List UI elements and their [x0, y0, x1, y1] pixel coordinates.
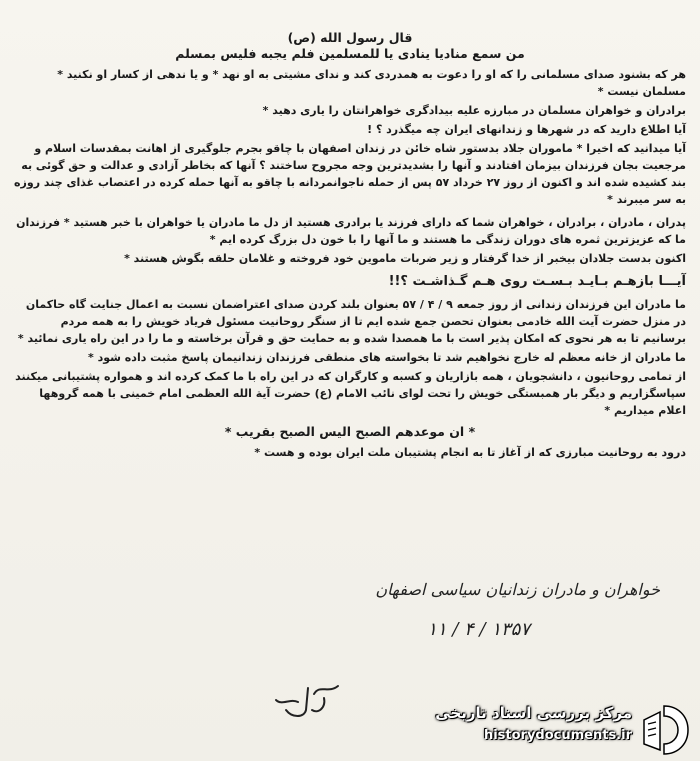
- quran-verse: * ان موعدهم الصبح الیس الصبح بقریب *: [224, 424, 476, 439]
- hadith-line-1: قال رسول الله (ص): [287, 30, 413, 45]
- hadith-line-2: من سمع منادیا ینادی یا للمسلمین فلم یجبه فلیس بمسلم: [175, 46, 525, 61]
- paragraph-5: پدران ، مادران ، برادران ، خواهران شما که دارای فرزند یا برادری هستید از دل ما مادران یا خواهران با خبر هستید * فرزندان ما که عزیزترین ثمره های دوران زندگی ما هستند و ما آنها را با خون دل بزرگ کرده ایم *: [16, 216, 686, 246]
- paragraph-2: برادران و خواهران مسلمان در مبارزه علیه بیدادگری خواهرانتان را یاری دهید *: [262, 104, 686, 117]
- paragraph-8: ما مادران این فرزندان زندانی از روز جمعه ۹ / ۴ / ۵۷ بعنوان بلند کردن صدای اعتراضمان نسبت به اعمال جنایت گاه حاکمان در منزل حضرت آیت الله خادمی بعنوان تحصن جمع شده ایم تا از سنگر روحانیت مسئول فریاد خویش را به همه مردم برسانیم تا به هر نحوی که امکان پذیر است با ما همصدا شده و به حمایت حق و قرآن برخاسته و ما را در این راه یاری نمائید *: [17, 298, 686, 345]
- paragraph-1: هر که بشنود صدای مسلمانی را که او را دعوت به همدردی کند و ندای مشیتی به او نهد * و یا ندهی از کسار او نکنید * مسلمان نیست *: [57, 68, 686, 98]
- watermark: [424, 700, 694, 756]
- watermark-url: historydocuments.ir: [483, 728, 632, 743]
- paragraph-10: از تمامی روحانیون ، دانشجویان ، همه بازاریان و کسبه و کارگران که در این راه با ما کمک کرده اند و همواره پشتیبانی میکنند سپاسگزاریم و دیگر بار همبستگی خویش را تحت لوای نائب الامام (ع) حضرت آیة الله العظمی امام خمینی با همه گروهها اعلام میداریم *: [15, 370, 686, 417]
- paragraph-6: اکنون بدست جلادان بیخبر از خدا گرفتار و زیر ضربات ماموین خود فروخته و غلامان حلقه بگوش هستند *: [124, 252, 686, 265]
- signature-text: خواهران و مادران زندانیان سیاسی اصفهان: [375, 580, 660, 599]
- paragraph-9: ما مادران از خانه معظم له خارج نخواهیم شد تا بخواسته های منطقی فرزندان زندانیمان پاسخ مثبت داده شود *: [88, 351, 686, 364]
- watermark-title: مرکز بررسی اسناد تاریخی: [435, 704, 632, 722]
- handwritten-date: ۱۳۵۷ / ۴ / ۱۱: [427, 619, 530, 640]
- document-body: [14, 30, 686, 463]
- hadith-header: [14, 30, 686, 62]
- paragraph-4: آیا میدانید که اخیرا * ماموران جلاد بدستور شاه خائن در زندان اصفهان با چاقو بجرم جلوگیری از اهانت بمقدسات اسلام و مرجعیت بجان فرزندان بیزمان افتادند و آنها را بشدیدترین وجه مجروح ساختند ؟ آنها که بخاطر آزادی و عدالت و حق گوئی به بند کشیده شده اند و اکنون از روز ۲۷ خرداد ۵۷ پس از حمله ناجوانمردانه با چاقو به آنها حمله کرده در اعتصاب غذای چند روزه به سر میبرند *: [14, 142, 686, 206]
- archive-logo-icon: [638, 704, 690, 756]
- paragraph-3: آیا اطلاع دارید که در شهرها و زندانهای ایران چه میگذرد ؟ !: [367, 123, 686, 136]
- handwritten-signature-block: [300, 580, 660, 640]
- paragraph-12: درود به روحانیت مبارزی که از آغاز تا به انجام پشتیبان ملت ایران بوده و هست *: [254, 446, 686, 459]
- handwritten-scribble: [268, 680, 348, 724]
- paragraph-7: آیـــا بازهـم بـایـد بـسـت روی هـم گـذاشـت ؟!!: [388, 274, 686, 289]
